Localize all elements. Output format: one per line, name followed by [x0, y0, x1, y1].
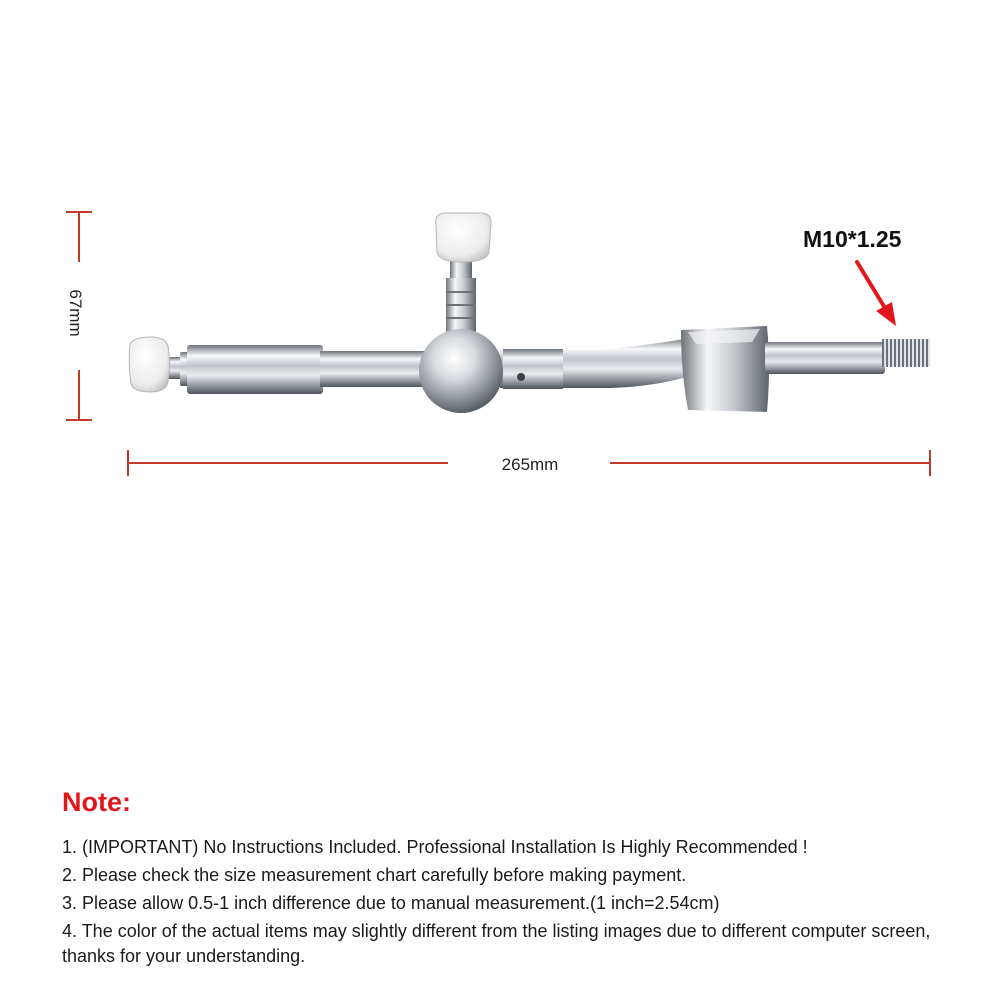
length-label: 265mm — [501, 455, 559, 474]
left-rubber-tip — [129, 337, 186, 392]
height-label: 67mm — [66, 289, 85, 337]
threaded-end — [882, 339, 930, 367]
left-sleeve — [187, 345, 323, 394]
front-rod — [320, 351, 430, 387]
thread-arrow — [857, 262, 896, 326]
pin-hole — [517, 373, 525, 381]
top-post — [446, 258, 476, 338]
rear-sleeve — [503, 349, 563, 389]
note-item: 4. The color of the actual items may slightly different from the listing images due to different computer screen, thanks for your understanding. — [62, 921, 931, 966]
end-shaft — [765, 342, 885, 374]
thread-size-label: M10*1.25 — [803, 226, 902, 252]
note-list — [62, 834, 972, 969]
note-item: 3. Please allow 0.5-1 inch difference due to manual measurement.(1 inch=2.54cm) — [62, 893, 720, 913]
top-rubber-tip — [436, 213, 491, 262]
note-item: 2. Please check the size measurement chart carefully before making payment. — [62, 865, 687, 885]
note-item: 1. (IMPORTANT) No Instructions Included. Professional Installation Is Highly Recommended ! — [62, 837, 808, 857]
note-title: Note: — [62, 787, 131, 817]
pivot-ball — [419, 329, 503, 413]
